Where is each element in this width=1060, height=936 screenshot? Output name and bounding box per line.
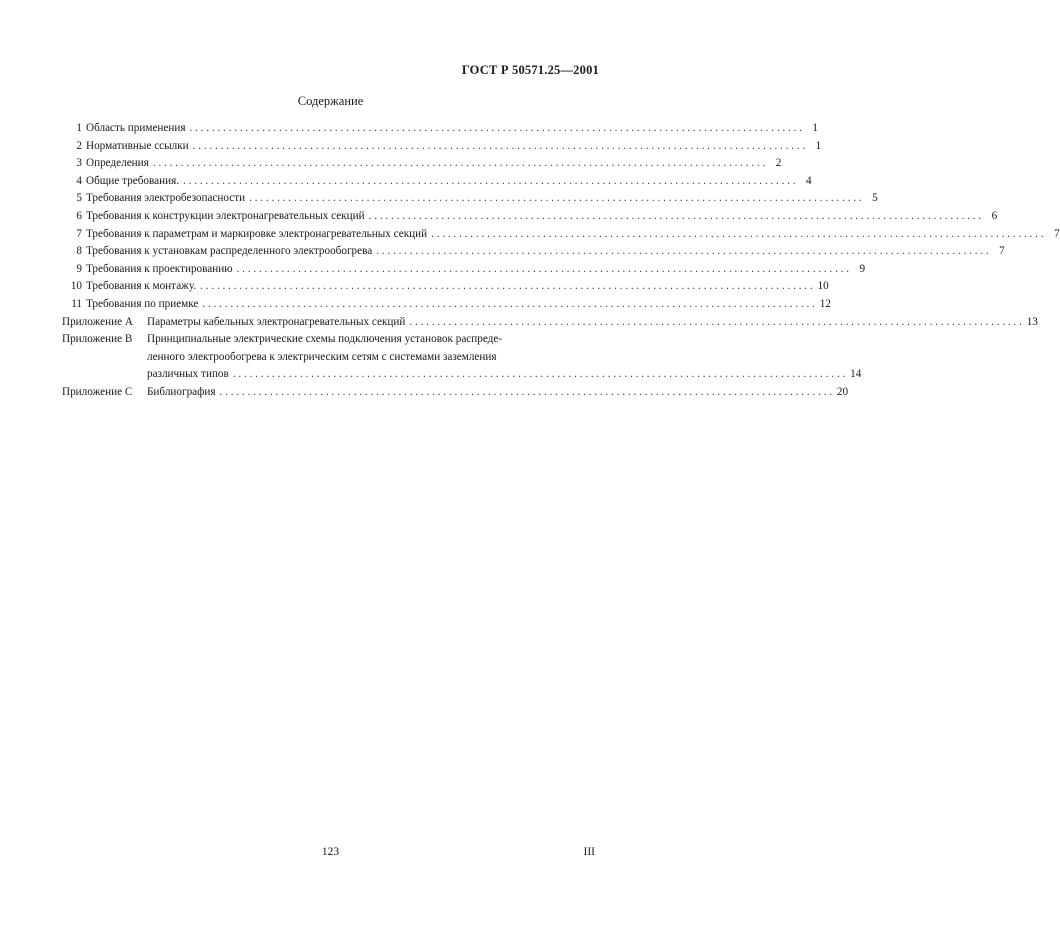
appendix-title-line: ленного электрообогрева к электрическим сетям с системами заземления [147, 350, 497, 363]
toc-entry-number: 7 [76, 227, 82, 240]
toc-entry-label: Требования к установкам распределенного электрообогрева [86, 245, 373, 258]
toc-entry-label: Область применения [86, 122, 186, 134]
toc-entry[interactable] [62, 243, 1005, 261]
appendix-title: различных типов [147, 368, 229, 381]
toc-entry[interactable] [62, 173, 812, 191]
toc-entry-number: 4 [76, 174, 82, 187]
toc-entry-number: 2 [76, 139, 82, 152]
toc-entry-page: 9 [859, 262, 866, 275]
dot-leader [237, 261, 850, 279]
dot-leader [193, 138, 806, 156]
toc-entry-number: 5 [76, 192, 82, 205]
toc-entry-label: Требования к конструкции электронагревательных секций [86, 209, 365, 222]
toc-entry-number: 8 [76, 245, 82, 258]
dot-leader [369, 208, 982, 226]
toc-entry[interactable] [62, 296, 831, 314]
toc-entry[interactable] [62, 155, 782, 173]
dot-leader [431, 226, 1044, 244]
dot-leader [233, 366, 846, 384]
dot-leader [409, 314, 1022, 332]
toc-entry-page: 2 [775, 157, 782, 170]
appendix-page: 14 [850, 368, 862, 381]
appendix-title-line: Принципиальные электрические схемы подключения установок распреде- [147, 333, 503, 346]
toc-entry-label: Общие требования. [86, 174, 180, 187]
dot-leader [220, 384, 833, 402]
toc-entry-label: Требования электробезопасности [86, 192, 246, 205]
toc-entry-page: 6 [991, 209, 998, 222]
dot-leader [189, 120, 802, 138]
toc-entry-page: 10 [817, 280, 829, 293]
toc-entry-label: Нормативные ссылки [86, 139, 189, 152]
document-standard-number: ГОСТ Р 50571.25—2001 [461, 63, 599, 77]
appendix-prefix: Приложение А [62, 315, 133, 328]
toc-entry-page: 5 [872, 192, 878, 205]
toc-entry[interactable] [62, 208, 998, 226]
toc-entry[interactable] [62, 138, 822, 156]
dot-leader [200, 278, 813, 296]
roman-page-number: III [583, 846, 595, 858]
toc-entry-label: Требования к монтажу. [86, 280, 197, 293]
appendix-page: 20 [836, 385, 849, 398]
appendix-entry[interactable] [62, 331, 862, 384]
appendix-prefix: Приложение С [62, 385, 133, 398]
toc-entry-page: 12 [819, 297, 831, 310]
toc-entry[interactable] [62, 120, 818, 138]
dot-leader [202, 296, 815, 314]
toc-entry-page: 7 [1054, 227, 1060, 240]
toc-entry-page: 1 [812, 122, 818, 134]
toc-entry-label: Требования к проектированию [86, 262, 233, 275]
toc-entry-page: 4 [805, 174, 812, 187]
toc-entry-number: 10 [70, 280, 82, 293]
appendix-title: Библиография [147, 385, 216, 398]
appendix-title: Параметры кабельных электронагревательных секций [147, 315, 406, 328]
page-number: 123 [321, 846, 340, 858]
toc-entry-label: Требования к параметрам и маркировке электронагревательных секций [86, 227, 428, 240]
appendix-entry[interactable] [62, 384, 849, 402]
toc-entry-page: 7 [999, 245, 1005, 258]
toc-entry-number: 6 [76, 209, 82, 222]
toc-entry[interactable] [62, 261, 866, 279]
dot-leader [153, 155, 766, 173]
toc-entry[interactable] [62, 226, 1060, 244]
toc-entry-number: 11 [71, 297, 82, 310]
dot-leader [376, 243, 989, 261]
appendix-page: 13 [1026, 315, 1038, 328]
toc-entry-number: 3 [76, 157, 82, 170]
appendix-prefix: Приложение В [62, 333, 133, 346]
toc-entry[interactable] [62, 190, 878, 208]
toc-entry-number: 1 [76, 122, 82, 134]
page-title: Содержание [297, 94, 364, 108]
dot-leader [183, 173, 796, 191]
toc-entry-number: 9 [76, 262, 82, 275]
toc-entry[interactable] [62, 278, 829, 296]
appendix-entry[interactable] [62, 314, 1038, 332]
toc-entry-page: 1 [815, 139, 822, 152]
toc-entry-label: Определения [86, 157, 149, 170]
toc-entry-label: Требования по приемке [86, 297, 199, 310]
dot-leader [249, 190, 862, 208]
table-of-contents [62, 120, 1060, 402]
